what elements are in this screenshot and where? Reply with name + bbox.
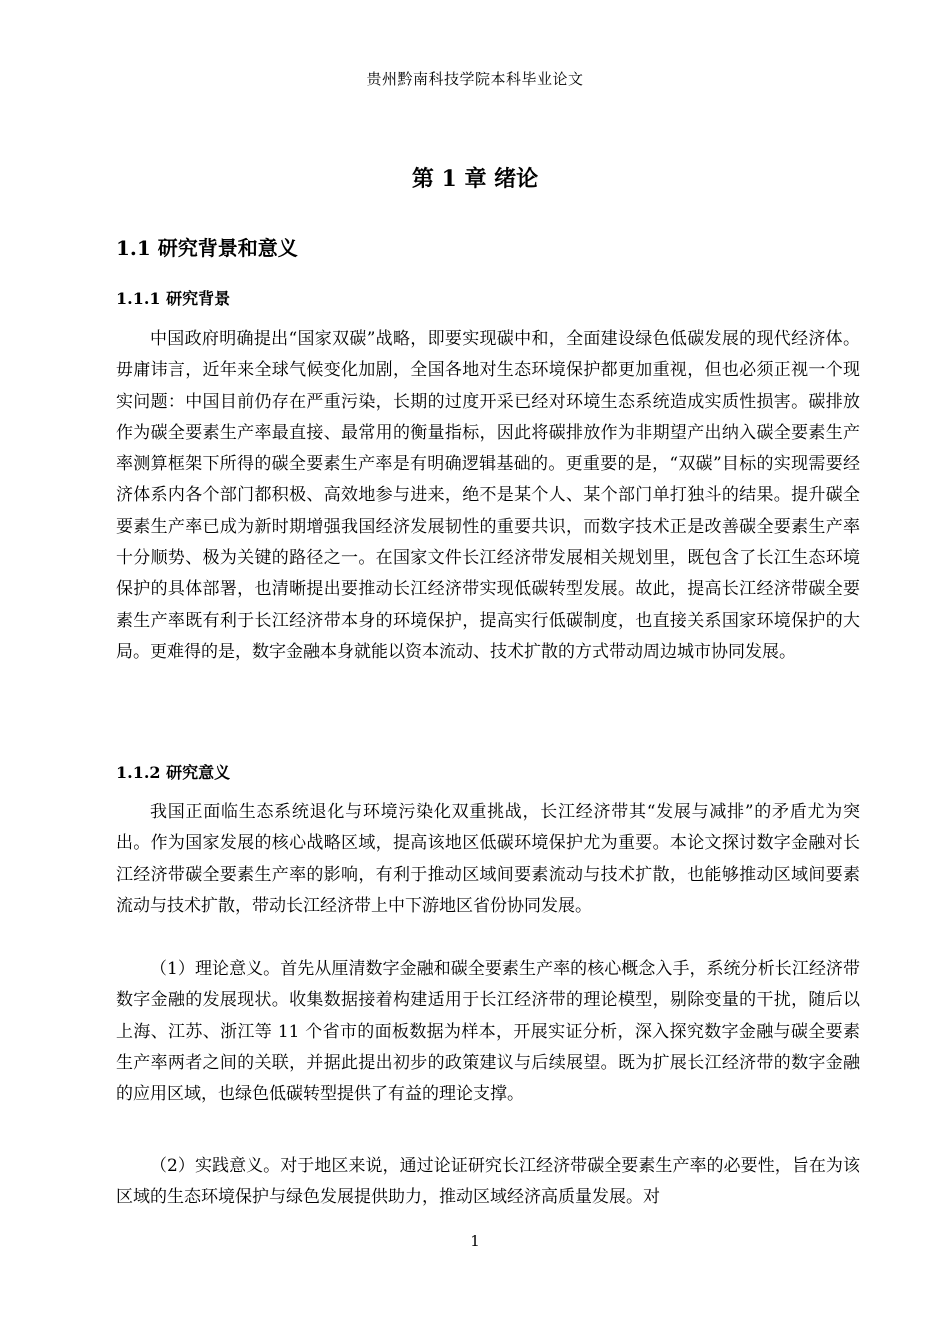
subsection-heading-1-1-2: 1.1.2 研究意义 bbox=[116, 763, 231, 782]
paragraph-practical-significance: （2）实践意义。对于地区来说，通过论证研究长江经济带碳全要素生产率的必要性，旨在为该区域的生态环境保护与绿色发展提供助力，推动区域经济高质量发展。对 bbox=[116, 1156, 860, 1208]
subsection-heading-1-1-1: 1.1.1 研究背景 bbox=[116, 289, 231, 308]
chapter-title: 第 1 章 绪论 bbox=[411, 166, 539, 192]
paragraph-theoretical-significance: （1）理论意义。首先从厘清数字金融和碳全要素生产率的核心概念入手，系统分析长江经济带数字金融的发展现状。收集数据接着构建适用于长江经济带的理论模型，剔除变量的干扰，随后以上海、江苏、浙江等 11 个省市的面板数据为样本，开展实证分析，深入探究数字金融与碳全要素生产率两者之间的关联，并据此提出初步的政策建议与后续展望。既为扩展长江经济带的数字金融的应用区域，也绿色低碳转型提供了有益的理论支撑。 bbox=[116, 959, 860, 1105]
running-header: 贵州黔南科技学院本科毕业论文 bbox=[366, 70, 584, 88]
paragraph-research-significance: 我国正面临生态系统退化与环境污染化双重挑战，长江经济带其“发展与减排”的矛盾尤为突出。作为国家发展的核心战略区域，提高该地区低碳环境保护尤为重要。本论文探讨数字金融对长江经济带碳全要素生产率的影响，有利于推动区域间要素流动与技术扩散，也能够推动区域间要素流动与技术扩散，带动长江经济带上中下游地区省份协同发展。 bbox=[116, 802, 860, 916]
page-number: 1 bbox=[470, 1232, 480, 1250]
paragraph-research-background: 中国政府明确提出“国家双碳”战略，即要实现碳中和，全面建设绿色低碳发展的现代经济体。毋庸讳言，近年来全球气候变化加剧，全国各地对生态环境保护都更加重视，但也必须正视一个现实问题：中国目前仍存在严重污染，长期的过度开采已经对环境生态系统造成实质性损害。碳排放作为碳全要素生产率最直接、最常用的衡量指标，因此将碳排放作为非期望产出纳入碳全要素生产率测算框架下所得的碳全要素生产率是有明确逻辑基础的。更重要的是，“双碳”目标的实现需要经济体系内各个部门都积极、高效地参与进来，绝不是某个人、某个部门单打独斗的结果。提升碳全要素生产率已成为新时期增强我国经济发展韧性的重要共识，而数字技术正是改善碳全要素生产率十分顺势、极为关键的路径之一。在国家文件长江经济带发展相关规划里，既包含了长江生态环境保护的具体部署，也清晰提出要推动长江经济带实现低碳转型发展。故此，提高长江经济带碳全要素生产率既有利于长江经济带本身的环境保护，提高实行低碳制度，也直接关系国家环境保护的大局。更难得的是，数字金融本身就能以资本流动、技术扩散的方式带动周边城市协同发展。 bbox=[116, 329, 860, 662]
section-heading-1-1: 1.1 研究背景和意义 bbox=[116, 236, 298, 260]
